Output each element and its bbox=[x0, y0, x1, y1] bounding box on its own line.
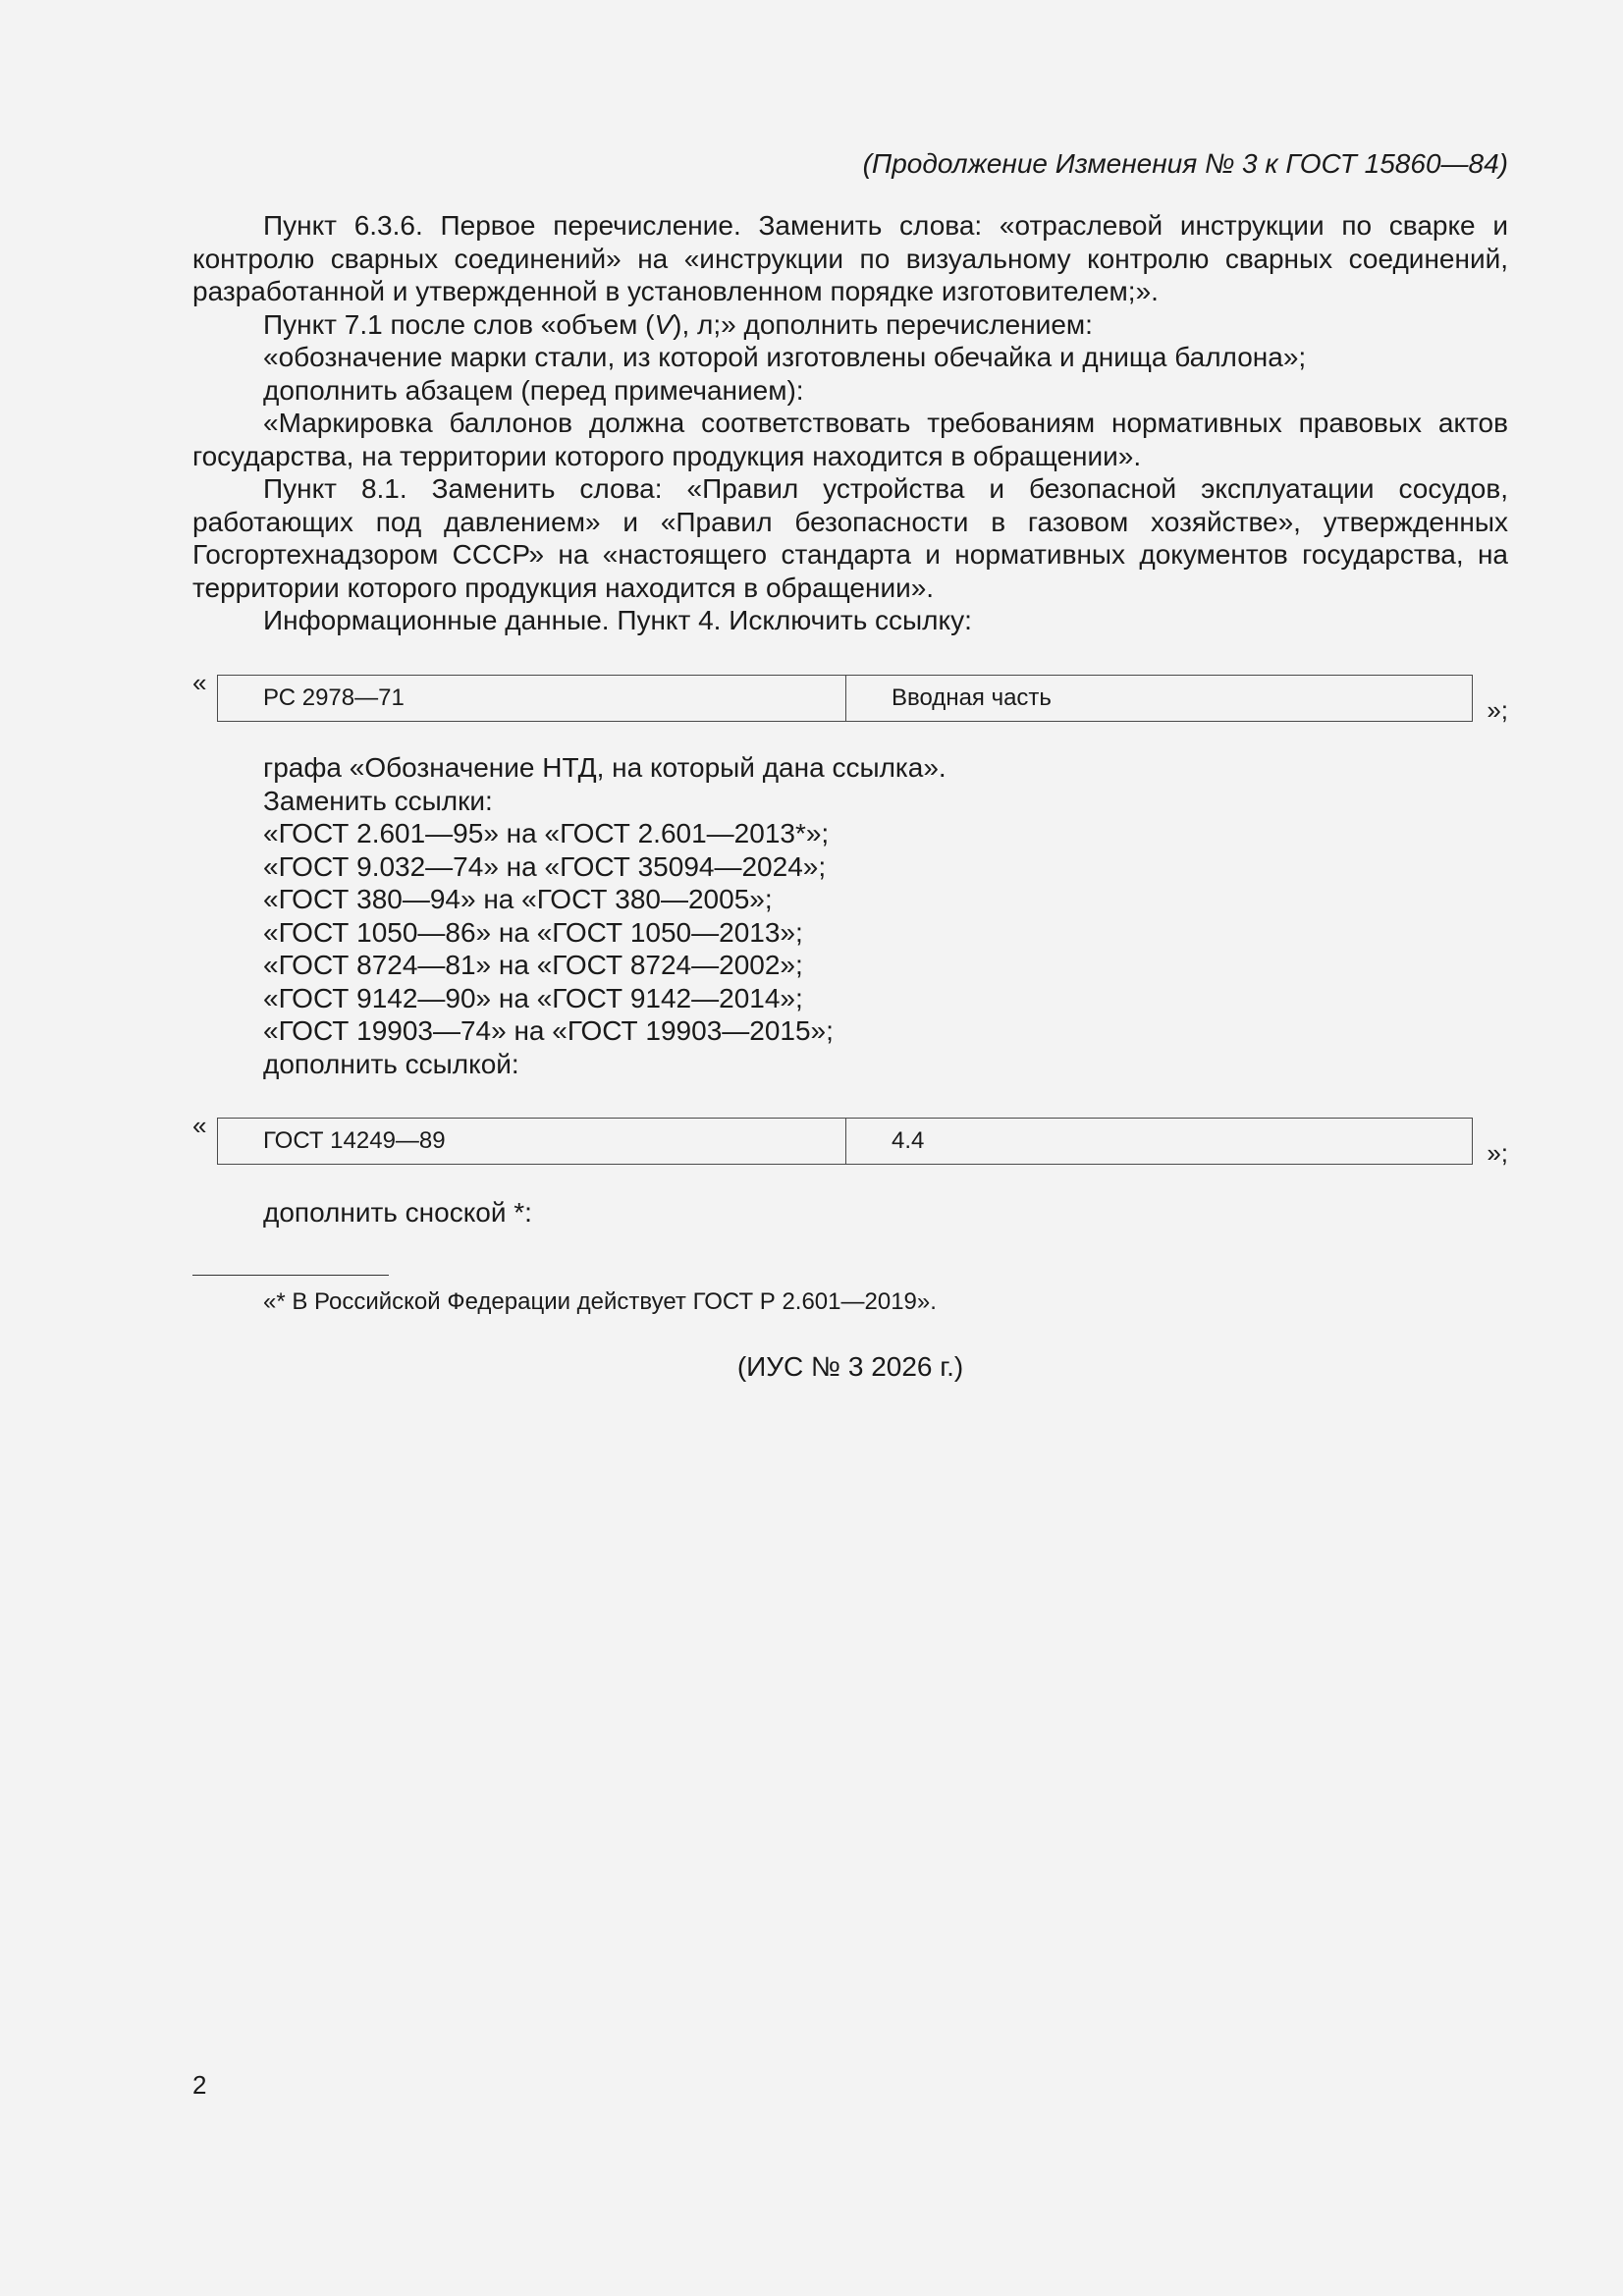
close-quote: »; bbox=[1487, 695, 1508, 725]
text-line: дополнить ссылкой: bbox=[263, 1048, 519, 1079]
reference-replacement: «ГОСТ 19903—74» на «ГОСТ 19903—2015»; bbox=[263, 1015, 834, 1046]
page-number: 2 bbox=[192, 2070, 207, 2100]
excluded-reference-table bbox=[217, 675, 1473, 722]
reference-section-cell: Вводная часть bbox=[892, 684, 1052, 711]
paragraph-6-3-6: Пункт 6.3.6. Первое перечисление. Заменить слова: «отраслевой инструкции по сварке и контролю сварных соединений» на «инструкции по визуальному контролю сварных соединений, разработанной и утвержденной в установленном порядке изготовителем;». bbox=[192, 210, 1508, 306]
added-reference-table bbox=[217, 1118, 1473, 1165]
close-quote: »; bbox=[1487, 1138, 1508, 1168]
reference-replacement: «ГОСТ 1050—86» на «ГОСТ 1050—2013»; bbox=[263, 916, 803, 948]
excluded-reference-row bbox=[192, 668, 1508, 727]
reference-replacement: «ГОСТ 9.032—74» на «ГОСТ 35094—2024»; bbox=[263, 850, 827, 882]
paragraph-marking-requirements: «Маркировка баллонов должна соответствовать требованиям нормативных правовых актов государства, на территории которого продукция находится в обращении». bbox=[192, 408, 1508, 471]
footnote-text: «* В Российской Федерации действует ГОСТ Р 2.601—2019». bbox=[263, 1288, 937, 1315]
paragraph-7-1-end: ), л;» дополнить перечислением: bbox=[673, 308, 1093, 340]
reference-section-cell: 4.4 bbox=[892, 1127, 925, 1154]
open-quote: « bbox=[192, 668, 207, 697]
reference-document-cell: РС 2978—71 bbox=[218, 676, 846, 721]
paragraph-7-1 bbox=[192, 308, 1508, 342]
paragraph-info-data: Информационные данные. Пункт 4. Исключить ссылку: bbox=[263, 605, 972, 635]
paragraph-7-1-start: Пункт 7.1 после слов «объем ( bbox=[263, 308, 655, 340]
text-line: графа «Обозначение НТД, на который дана ссылка». bbox=[263, 752, 947, 783]
added-reference-row bbox=[192, 1111, 1508, 1170]
footnote-intro: дополнить сноской *: bbox=[263, 1197, 532, 1228]
body-text-block-3 bbox=[192, 1196, 1508, 1230]
body-text-block-2 bbox=[192, 751, 1508, 1080]
paragraph-8-1: Пункт 8.1. Заменить слова: «Правил устройства и безопасной эксплуатации сосудов, работающих под давлением» и «Правил безопасности в газовом хозяйстве», утвержденных Госгортехнадзором СССР» на «настоящего стандарта и нормативных документов государства, на территории которого продукция находится в обращении». bbox=[192, 473, 1508, 603]
text-line: Заменить ссылки: bbox=[263, 785, 493, 816]
page-header: (Продолжение Изменения № 3 к ГОСТ 15860—84) bbox=[862, 148, 1508, 179]
reference-replacement: «ГОСТ 2.601—95» на «ГОСТ 2.601—2013*»; bbox=[263, 818, 830, 848]
paragraph-add-abzac: дополнить абзацем (перед примечанием): bbox=[263, 374, 804, 406]
paragraph-steel-marking: «обозначение марки стали, из которой изготовлены обечайка и днища баллона»; bbox=[263, 342, 1307, 372]
open-quote: « bbox=[192, 1111, 207, 1140]
footnote-divider bbox=[192, 1275, 389, 1276]
reference-document-cell: ГОСТ 14249—89 bbox=[218, 1119, 846, 1164]
volume-symbol: V bbox=[654, 308, 674, 340]
ius-reference: (ИУС № 3 2026 г.) bbox=[736, 1351, 964, 1382]
body-text-block-1 bbox=[192, 209, 1508, 637]
reference-replacement: «ГОСТ 8724—81» на «ГОСТ 8724—2002»; bbox=[263, 950, 803, 980]
reference-replacement: «ГОСТ 380—94» на «ГОСТ 380—2005»; bbox=[263, 884, 773, 914]
reference-replacement: «ГОСТ 9142—90» на «ГОСТ 9142—2014»; bbox=[263, 982, 803, 1013]
